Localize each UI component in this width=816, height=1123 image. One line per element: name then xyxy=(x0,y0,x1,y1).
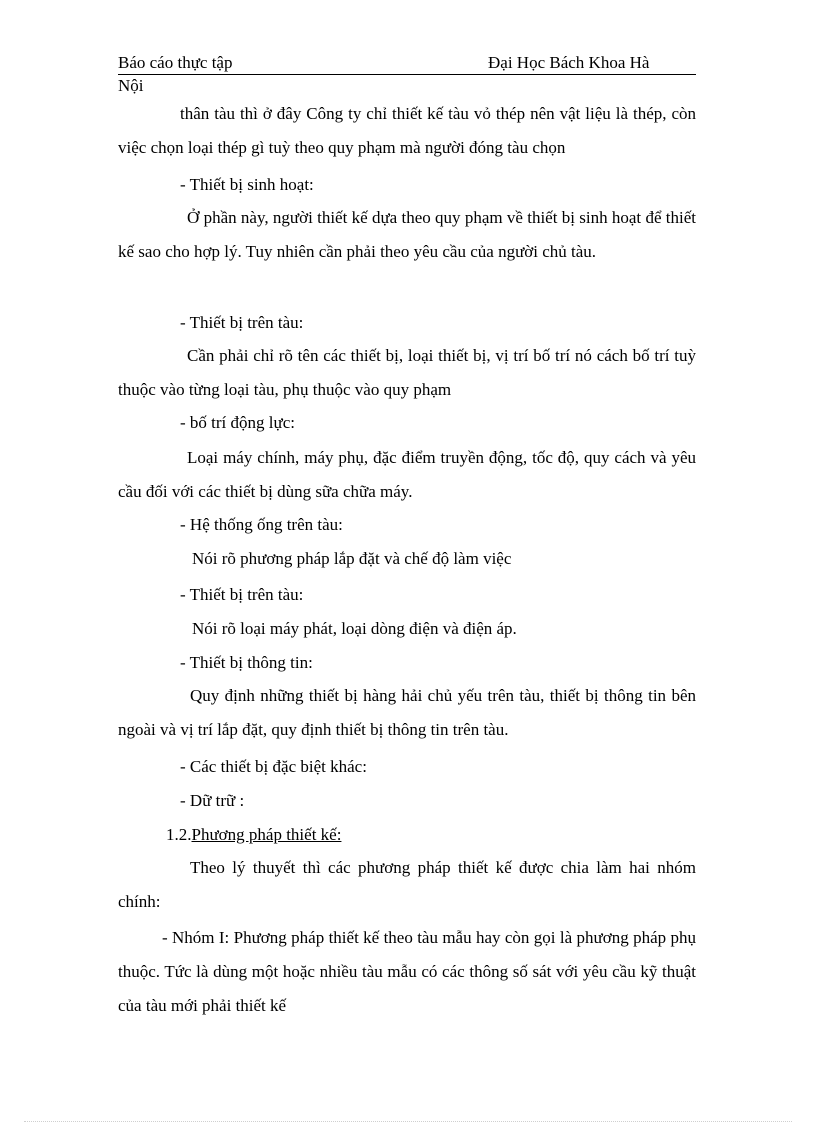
paragraph-living-equipment: Ở phần này, người thiết kế dựa theo quy phạm về thiết bị sinh hoạt để thiết kế sao cho hợp lý. Tuy nhiên cần phải theo yêu cầu của người chủ tàu. xyxy=(118,208,696,261)
page-header xyxy=(118,52,696,75)
paragraph-piping-system: Nói rõ phương pháp lắp đặt và chế độ làm việc xyxy=(192,549,512,568)
header-right-title: Đại Học Bách Khoa Hà xyxy=(488,53,650,72)
heading-power-layout: - bố trí động lực: xyxy=(180,413,295,432)
paragraph-group-one: - Nhóm I: Phương pháp thiết kế theo tàu mẫu hay còn gọi là phương pháp phụ thuộc. Tức là dùng một hoặc nhiều tàu mẫu có các thông số sát với yêu cầu kỹ thuật của tàu mới phải thiết kế xyxy=(118,928,696,1015)
paragraph-onboard-equipment-1: Cần phải chỉ rõ tên các thiết bị, loại thiết bị, vị trí bố trí nó cách bố trí tuỳ thuộc vào từng loại tàu, phụ thuộc vào quy phạm xyxy=(118,346,696,399)
page-bottom-divider xyxy=(24,1121,792,1122)
paragraph-design-groups: Theo lý thuyết thì các phương pháp thiết kế được chia làm hai nhóm chính: xyxy=(118,858,696,911)
header-wrap-text: Nội xyxy=(118,76,144,95)
heading-onboard-equipment-1: - Thiết bị trên tàu: xyxy=(180,313,304,332)
paragraph-power-layout: Loại máy chính, máy phụ, đặc điểm truyền động, tốc độ, quy cách và yêu cầu đối với các thiết bị dùng sữa chữa máy. xyxy=(118,448,696,501)
heading-special-equipment: - Các thiết bị đặc biệt khác: xyxy=(180,757,367,776)
heading-reserve: - Dữ trữ : xyxy=(180,791,245,810)
header-left-title: Báo cáo thực tập xyxy=(118,53,233,72)
paragraph-communication-equipment: Quy định những thiết bị hàng hải chủ yếu trên tàu, thiết bị thông tin bên ngoài và vị trí lắp đặt, quy định thiết bị thông tin trên tàu. xyxy=(118,686,696,739)
paragraph-onboard-equipment-2: Nói rõ loại máy phát, loại dòng điện và điện áp. xyxy=(192,619,517,638)
section-title: Phương pháp thiết kế: xyxy=(191,825,342,844)
heading-onboard-equipment-2: - Thiết bị trên tàu: xyxy=(180,585,304,604)
heading-piping-system: - Hệ thống ống trên tàu: xyxy=(180,515,343,534)
section-heading xyxy=(166,825,341,845)
heading-living-equipment: - Thiết bị sinh hoạt: xyxy=(180,175,314,194)
heading-communication-equipment: - Thiết bị thông tin: xyxy=(180,653,313,672)
paragraph-steel-material: thân tàu thì ở đây Công ty chỉ thiết kế tàu vỏ thép nên vật liệu là thép, còn việc chọn loại thép gì tuỳ theo quy phạm mà người đóng tàu chọn xyxy=(118,104,696,157)
section-number: 1.2. xyxy=(166,825,192,844)
